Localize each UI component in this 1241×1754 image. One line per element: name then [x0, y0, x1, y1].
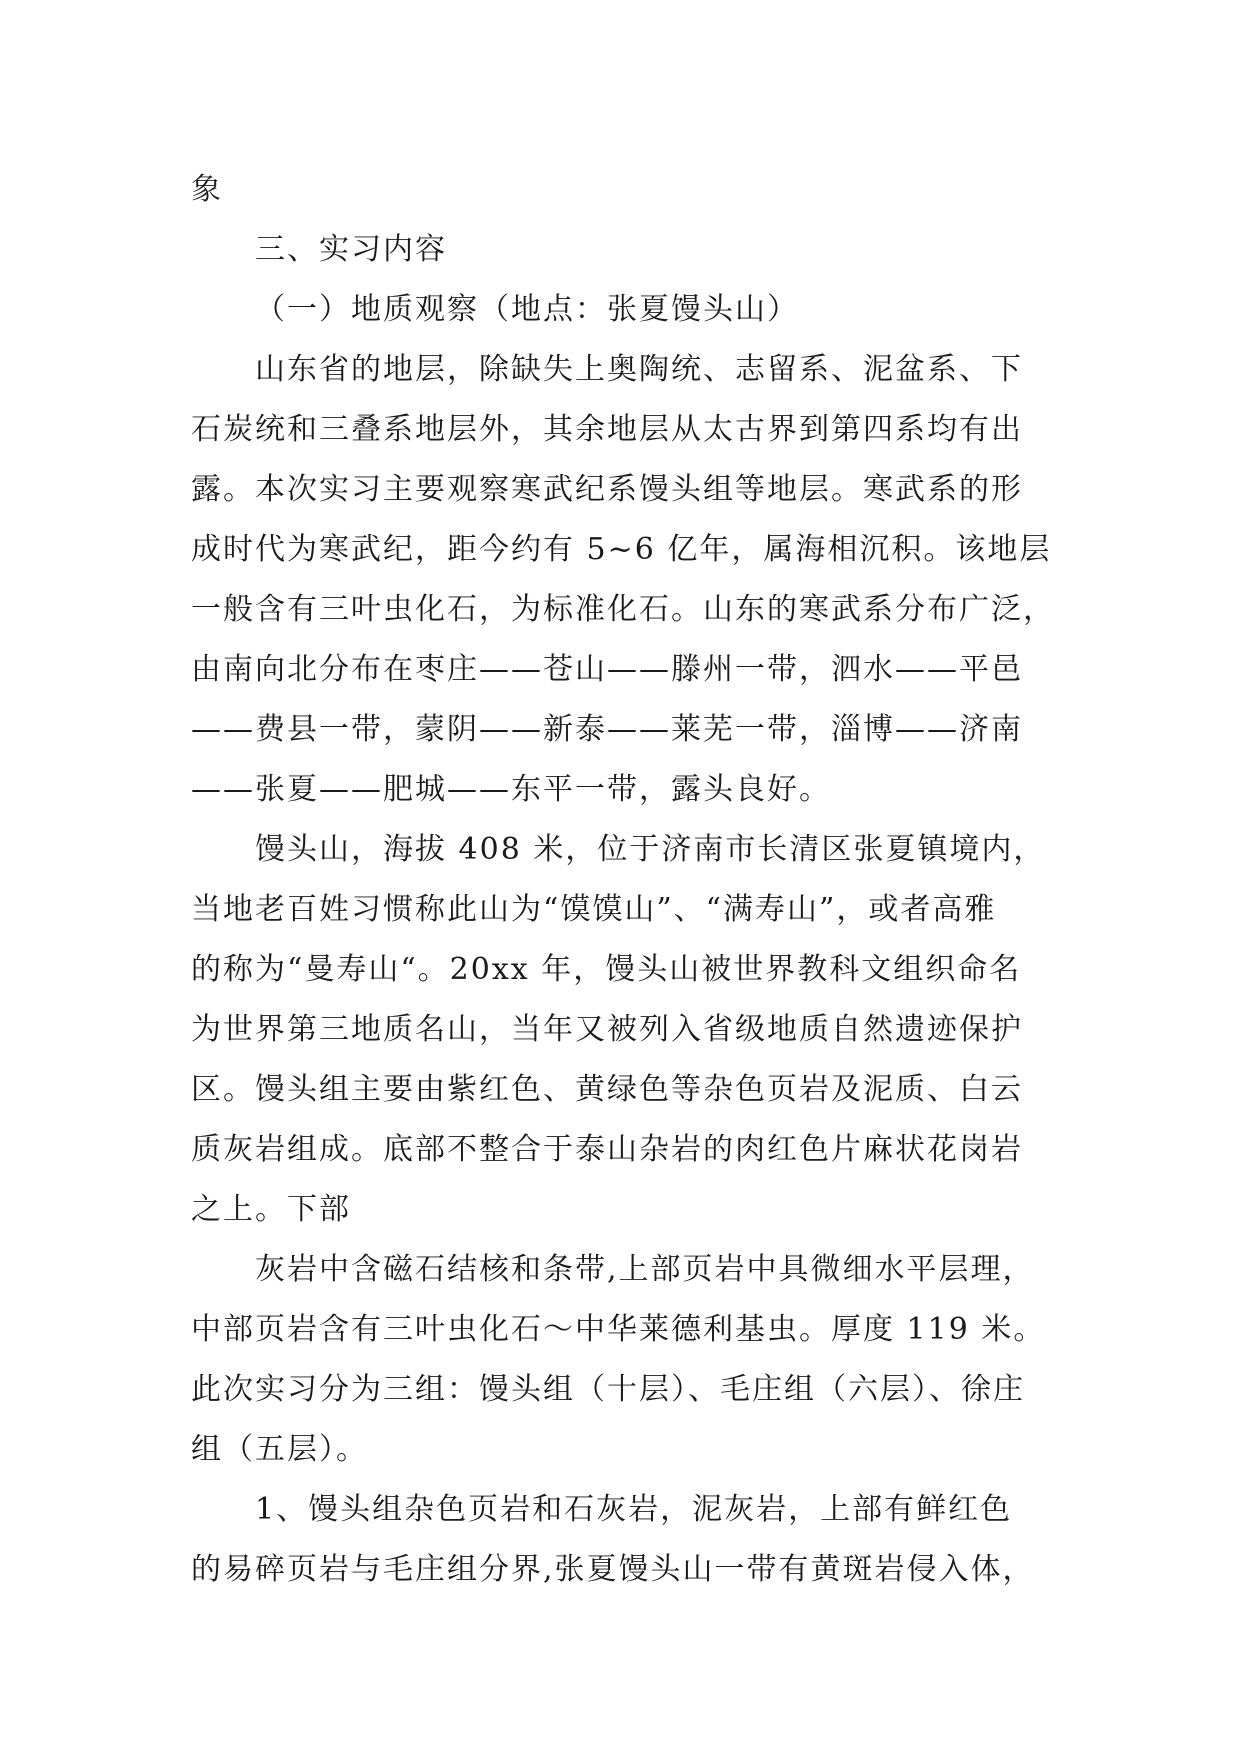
text-line: 露。本次实习主要观察寒武纪系馒头组等地层。寒武系的形 [191, 472, 1023, 507]
text-line: 象 [191, 172, 223, 207]
text-line: 一般含有三叶虫化石，为标准化石。山东的寒武系分布广泛， [191, 592, 1055, 627]
text-line: ——费县一带，蒙阴——新泰——莱芜一带，淄博——济南 [191, 712, 1023, 747]
section-heading: 三、实习内容 [255, 232, 447, 267]
text-line: 馒头山，海拔 408 米，位于济南市长清区张夏镇境内， [255, 832, 1046, 867]
text-line: 为世界第三地质名山，当年又被列入省级地质自然遗迹保护 [191, 1012, 1023, 1047]
text-line: 区。馒头组主要由紫红色、黄绿色等杂色页岩及泥质、白云 [191, 1072, 1023, 1107]
text-line: 当地老百姓习惯称此山为“馍馍山”、“满寿山”，或者高雅 [191, 892, 997, 927]
text-line: 灰岩中含磁石结核和条带,上部页岩中具微细水平层理， [255, 1252, 1035, 1287]
text-line: 成时代为寒武纪，距今约有 5~6 亿年，属海相沉积。该地层 [191, 532, 1052, 567]
text-line: 山东省的地层，除缺失上奥陶统、志留系、泥盆系、下 [255, 352, 1023, 387]
text-line: 组（五层）。 [191, 1432, 368, 1467]
subsection-heading: （一）地质观察（地点：张夏馒头山） [255, 292, 799, 327]
text-line: 1、馒头组杂色页岩和石灰岩，泥灰岩，上部有鲜红色 [255, 1492, 1013, 1527]
text-line: 由南向北分布在枣庄——苍山——滕州一带，泗水——平邑 [191, 652, 1023, 687]
text-line: 质灰岩组成。底部不整合于泰山杂岩的肉红色片麻状花岗岩 [191, 1132, 1023, 1167]
document-body [191, 160, 1055, 1600]
text-line: 的称为“曼寿山“。20xx 年，馒头山被世界教科文组织命名 [191, 952, 1022, 987]
text-line: 中部页岩含有三叶虫化石～中华莱德利基虫。厚度 119 米。 [191, 1312, 1046, 1347]
text-line: 此次实习分为三组：馒头组（十层）、毛庄组（六层）、徐庄 [191, 1372, 1025, 1407]
text-line: 之上。下部 [191, 1192, 351, 1227]
text-line: 的易碎页岩与毛庄组分界,张夏馒头山一带有黄斑岩侵入体， [191, 1552, 1035, 1587]
text-line: 石炭统和三叠系地层外，其余地层从太古界到第四系均有出 [191, 412, 1023, 447]
text-line: ——张夏——肥城——东平一带，露头良好。 [191, 772, 831, 807]
